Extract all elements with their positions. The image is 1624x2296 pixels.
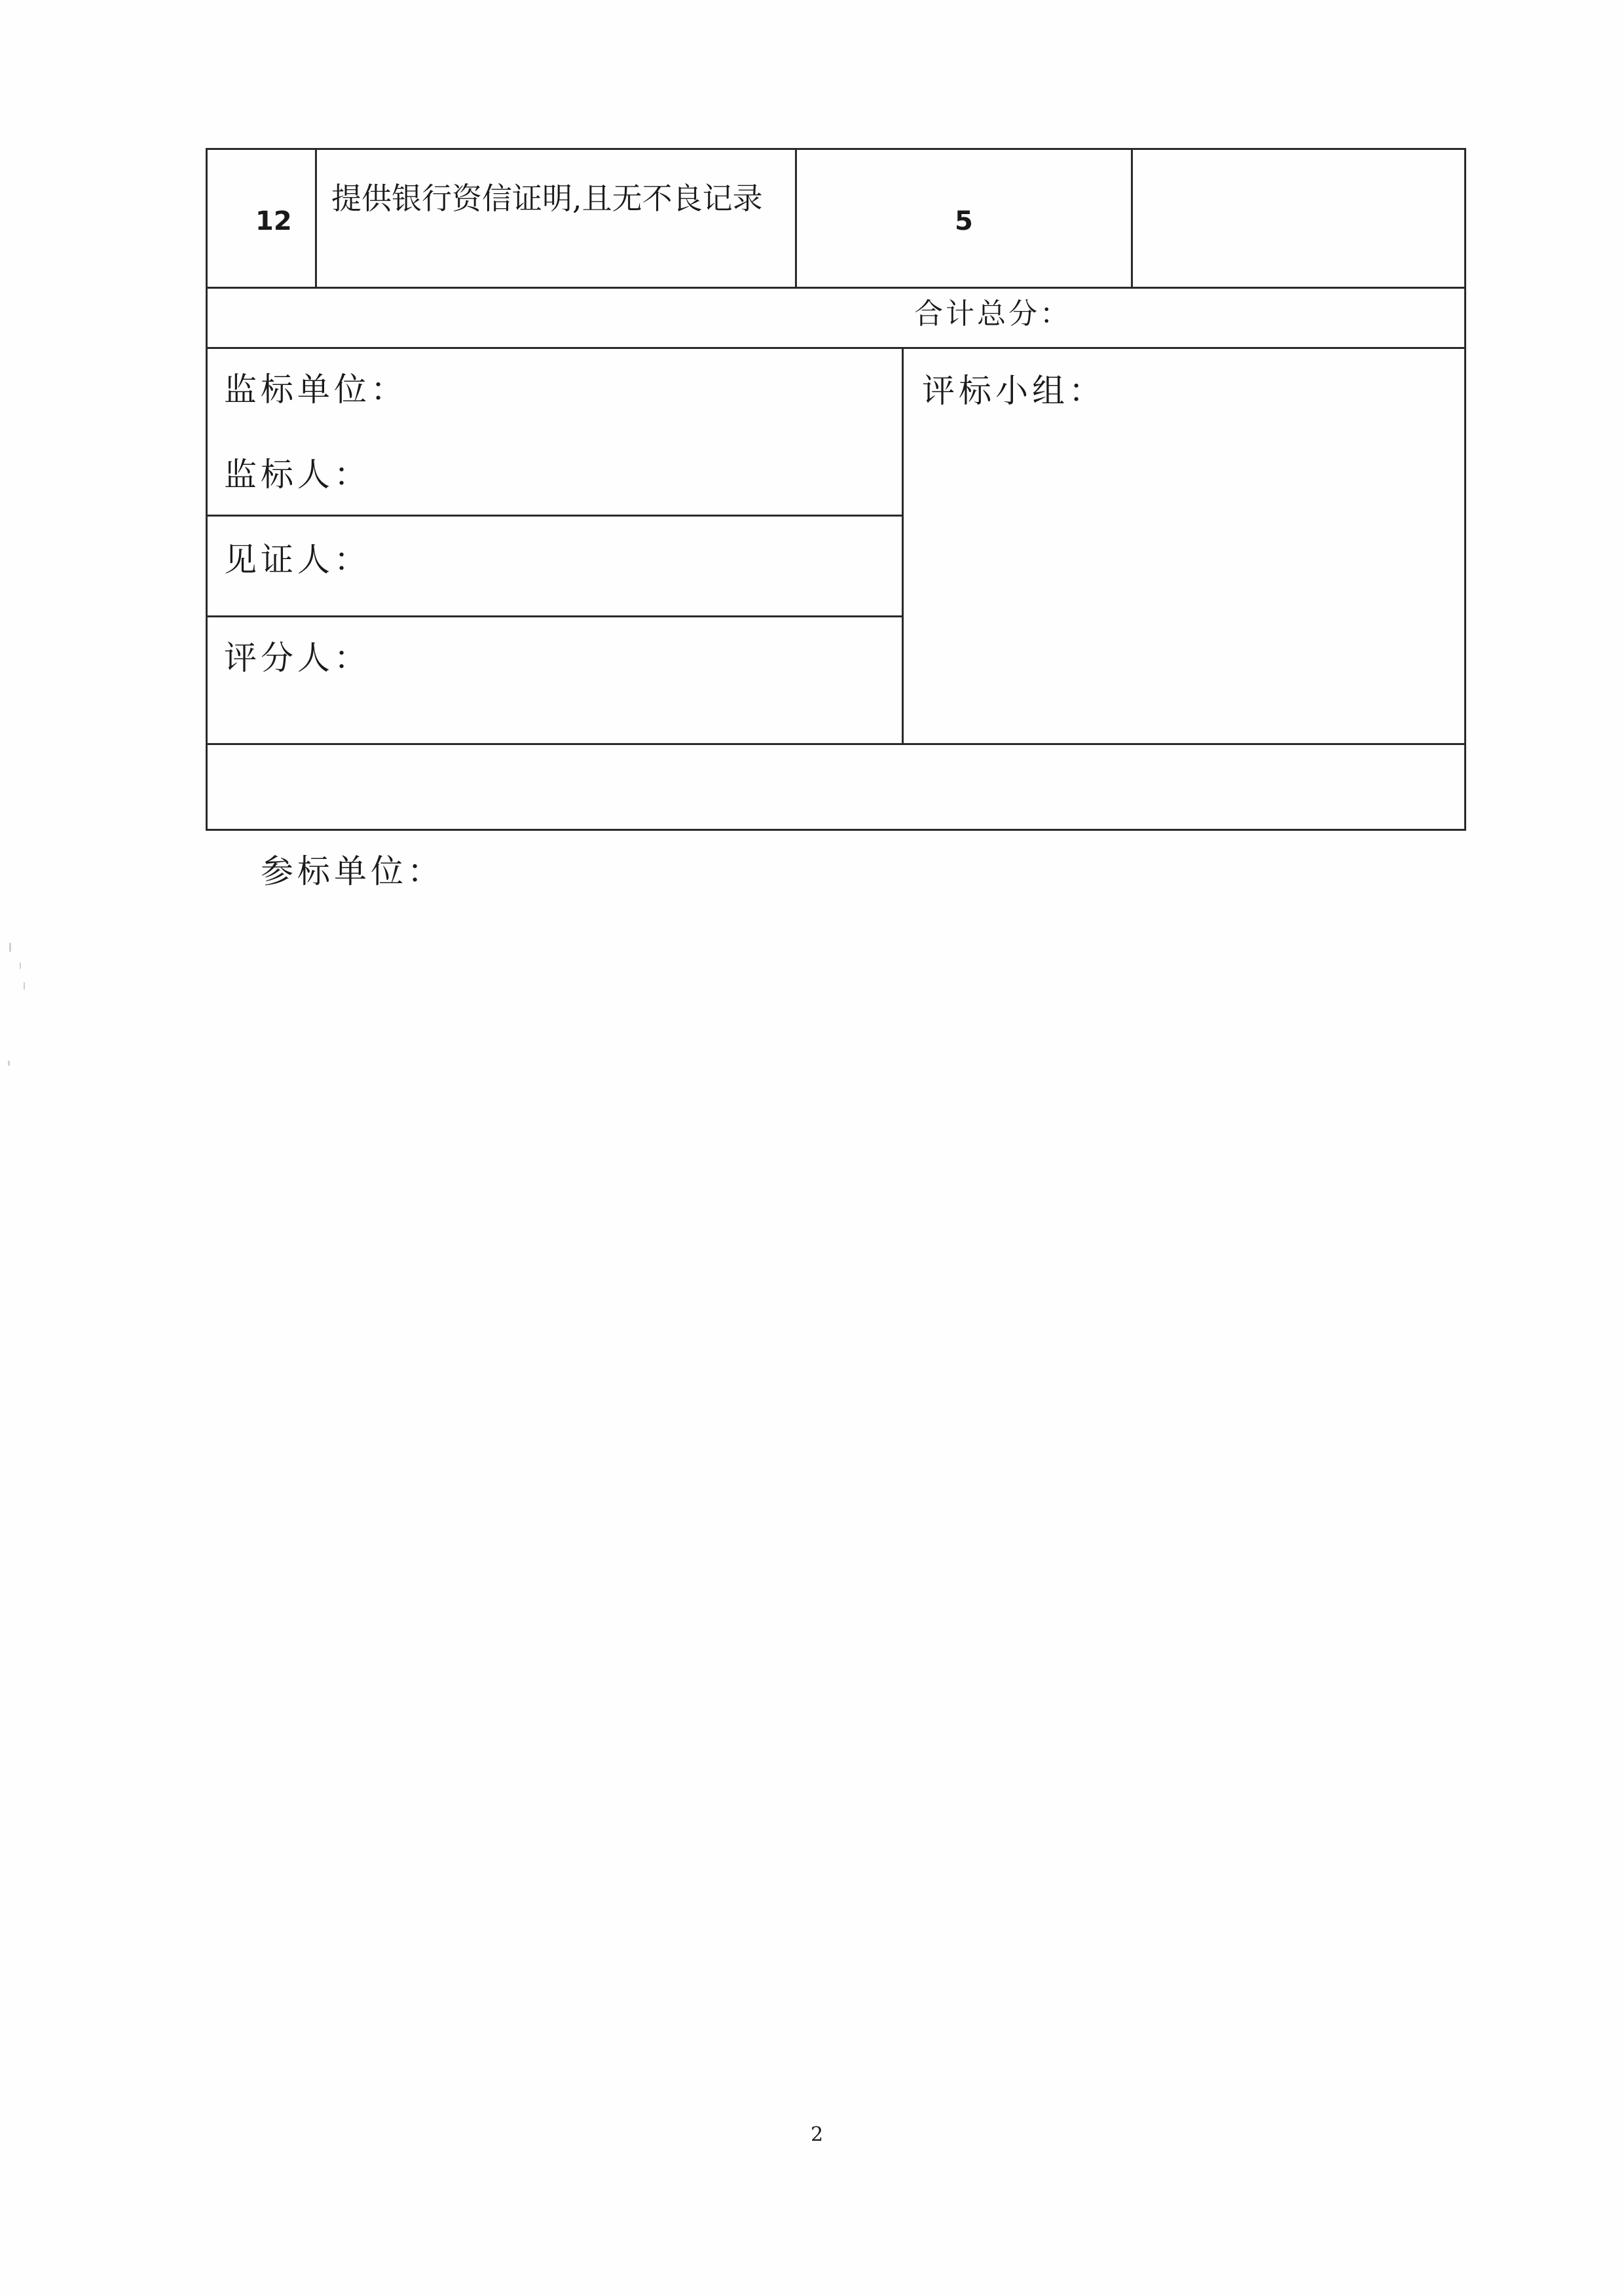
bidder-unit-label: 参标单位： <box>261 852 444 890</box>
row-divider <box>206 347 1466 349</box>
scan-speck <box>24 982 25 990</box>
witness-label: 见证人： <box>224 541 371 579</box>
table-border-bottom <box>206 829 1466 831</box>
table-border-top <box>206 148 1466 150</box>
row-divider <box>206 743 1466 745</box>
table-border-right <box>1464 148 1466 831</box>
row-item-description: 提供银行资信证明,且无不良记录 <box>331 181 763 216</box>
scan-speck <box>9 943 11 952</box>
row-divider <box>206 287 1466 289</box>
column-divider <box>315 148 317 289</box>
table-border-left <box>206 148 208 831</box>
column-divider <box>1131 148 1133 289</box>
column-divider <box>902 347 904 745</box>
column-divider <box>795 148 797 289</box>
row-divider <box>206 515 904 517</box>
evaluation-group-label: 评标小组： <box>922 372 1105 410</box>
total-score-label: 合计总分： <box>914 297 1071 331</box>
scorer-label: 评分人： <box>224 639 371 677</box>
scan-speck <box>8 1061 10 1066</box>
supervisor-unit-label: 监标单位： <box>224 371 407 409</box>
row-score: 5 <box>955 206 973 236</box>
supervisor-person-label: 监标人： <box>224 456 371 494</box>
row-index: 12 <box>255 206 292 236</box>
page-number: 2 <box>811 2123 824 2146</box>
scan-speck <box>20 962 21 969</box>
row-divider <box>206 615 904 617</box>
